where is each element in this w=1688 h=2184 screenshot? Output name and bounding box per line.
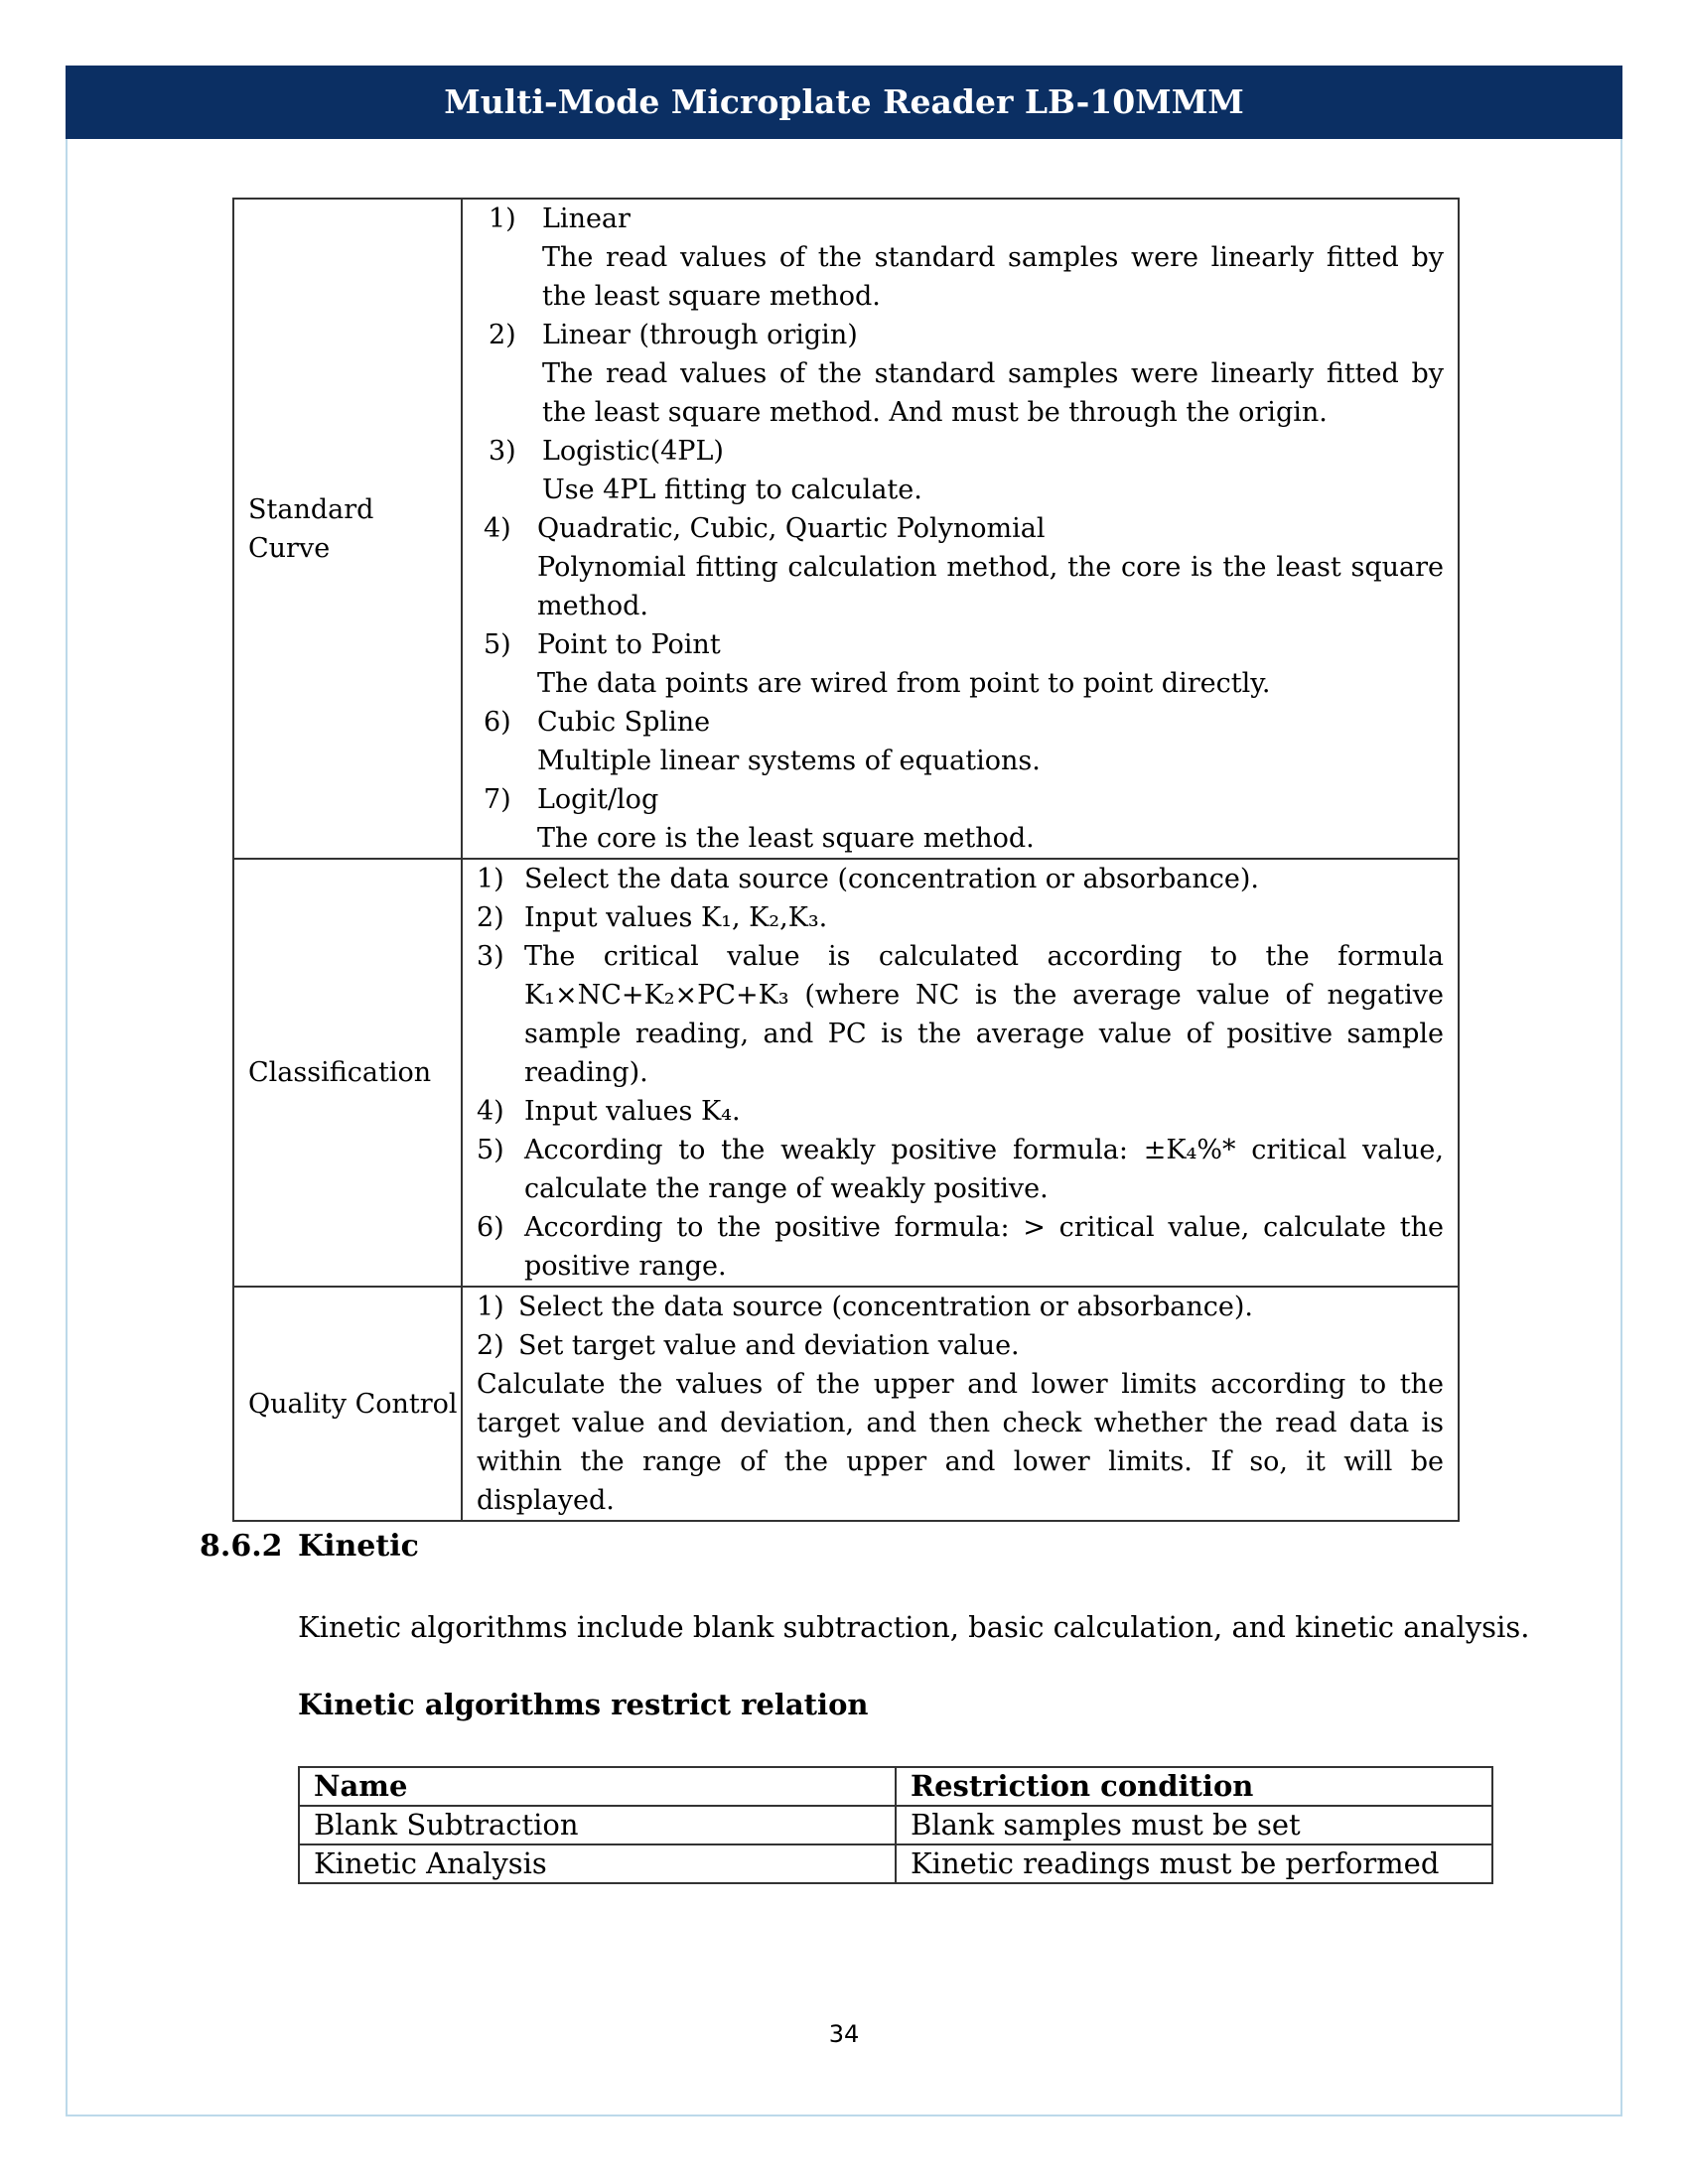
list-item — [477, 937, 1444, 1092]
section-number: 8.6.2 — [200, 1529, 283, 1564]
column-header: Restriction condition — [896, 1767, 1492, 1806]
item-number: 6) — [484, 707, 511, 738]
item-number: 1) — [477, 1292, 504, 1322]
item-text: According to the weakly positive formula: ±K₄%* critical value, calculate the range of weakly positive. — [524, 1135, 1444, 1204]
item-number: 7) — [484, 784, 511, 815]
list-item — [477, 898, 1444, 937]
item-description: The read values of the standard samples were linearly fitted by the least square method. — [542, 242, 1444, 312]
list-item — [477, 703, 1444, 780]
item-text: Select the data source (concentration or absorbance). — [524, 864, 1259, 894]
table-row — [299, 1806, 1492, 1844]
list-item — [477, 200, 1444, 316]
item-description: The data points are wired from point to point directly. — [537, 668, 1271, 699]
item-number: 6) — [477, 1212, 504, 1243]
list-item — [477, 625, 1444, 703]
item-title: Linear — [542, 204, 631, 234]
row-label: Classification — [233, 859, 462, 1287]
item-number: 5) — [477, 1135, 504, 1165]
item-description: Multiple linear systems of equations. — [537, 746, 1041, 776]
row-content — [462, 1287, 1459, 1521]
item-number: 2) — [477, 1330, 504, 1361]
sub-heading: Kinetic algorithms restrict relation — [298, 1688, 869, 1721]
header-title: Multi-Mode Microplate Reader LB-10MMM — [444, 82, 1244, 121]
table-row — [299, 1844, 1492, 1883]
restriction-table — [298, 1766, 1493, 1884]
row-content — [462, 199, 1459, 859]
table-header-row — [299, 1767, 1492, 1806]
list-item — [477, 1326, 1444, 1365]
row-content — [462, 859, 1459, 1287]
list-item — [477, 509, 1444, 625]
item-description: The read values of the standard samples were linearly fitted by the least square method. And must be through the origin. — [542, 358, 1444, 428]
item-number: 3) — [489, 436, 516, 467]
item-number: 3) — [477, 941, 504, 972]
section-title: Kinetic — [298, 1529, 419, 1564]
list-item — [477, 1208, 1444, 1286]
table-row — [233, 859, 1459, 1287]
item-title: Quadratic, Cubic, Quartic Polynomial — [537, 513, 1046, 544]
item-title: Cubic Spline — [537, 707, 711, 738]
row-label: Standard Curve — [233, 199, 462, 859]
item-title: Point to Point — [537, 629, 721, 660]
item-number: 2) — [489, 320, 516, 350]
table-cell: Kinetic Analysis — [299, 1844, 896, 1883]
table-row — [233, 199, 1459, 859]
item-number: 2) — [477, 902, 504, 933]
column-header: Name — [299, 1767, 896, 1806]
list-item — [477, 1092, 1444, 1131]
item-title: Logit/log — [537, 784, 659, 815]
item-number: 5) — [484, 629, 511, 660]
table-cell: Kinetic readings must be performed — [896, 1844, 1492, 1883]
item-number: 1) — [489, 204, 516, 234]
item-text: According to the positive formula: > critical value, calculate the positive range. — [524, 1212, 1444, 1282]
item-title: Logistic(4PL) — [542, 436, 724, 467]
list-item — [477, 780, 1444, 858]
item-description: Use 4PL fitting to calculate. — [542, 475, 922, 505]
item-number: 4) — [477, 1096, 504, 1127]
table-row — [233, 1287, 1459, 1521]
item-text: Select the data source (concentration or absorbance). — [518, 1292, 1253, 1322]
item-text: Input values K₁, K₂,K₃. — [524, 902, 828, 933]
list-item — [477, 860, 1444, 898]
row-label: Quality Control — [233, 1287, 462, 1521]
item-description: The core is the least square method. — [537, 823, 1035, 854]
table-cell: Blank samples must be set — [896, 1806, 1492, 1844]
item-number: 4) — [484, 513, 511, 544]
item-text: Input values K₄. — [524, 1096, 741, 1127]
row-note: Calculate the values of the upper and lower limits according to the target value and deviation, and then check whether the read data is within the range of the upper and lower limits. If so, it will be displayed. — [477, 1369, 1444, 1516]
list-item — [477, 1288, 1444, 1326]
item-description: Polynomial fitting calculation method, the core is the least square method. — [537, 552, 1444, 621]
page-header — [66, 66, 1622, 139]
list-item — [477, 1131, 1444, 1208]
table-cell: Blank Subtraction — [299, 1806, 896, 1844]
algorithm-spec-table — [232, 198, 1460, 1522]
item-text: Set target value and deviation value. — [518, 1330, 1020, 1361]
section-paragraph: Kinetic algorithms include blank subtraction, basic calculation, and kinetic analysis. — [298, 1610, 1530, 1644]
page-number: 34 — [828, 2020, 860, 2048]
item-number: 1) — [477, 864, 504, 894]
item-text: The critical value is calculated according to the formula K₁×NC+K₂×PC+K₃ (where NC is the average value of negative sample reading, and PC is the average value of positive sample reading). — [524, 941, 1444, 1088]
list-item — [477, 432, 1444, 509]
item-title: Linear (through origin) — [542, 320, 858, 350]
list-item — [477, 316, 1444, 432]
